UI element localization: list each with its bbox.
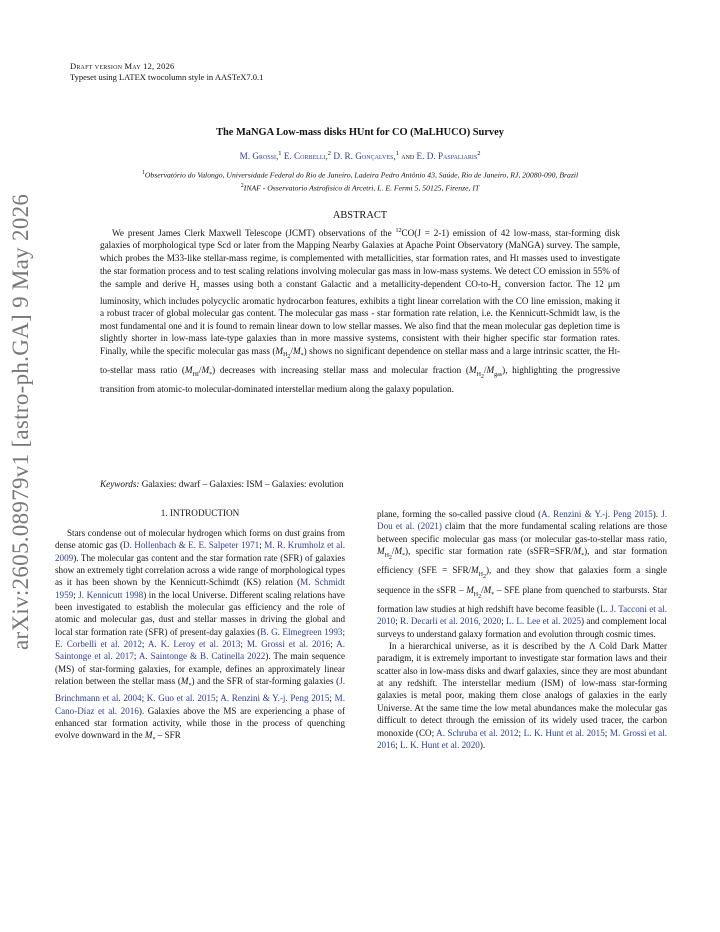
keywords-text: Galaxies: dwarf – Galaxies: ISM – Galaxies: evolution <box>141 479 344 489</box>
citation-link[interactable]: A. K. Leroy et al. 2013 <box>147 639 241 650</box>
paper-title: The MaNGA Low-mass disks HUnt for CO (MaLHUCO) Survey <box>216 127 504 138</box>
citation-link[interactable]: L. K. Hunt et al. 2020 <box>400 739 480 750</box>
citation-link[interactable]: B. G. Elmegreen 1993 <box>260 626 343 637</box>
draft-version: Draft version May 12, 2026 <box>70 61 175 71</box>
author-link[interactable]: E. D. Paspaliaris$^2$ <box>416 150 481 162</box>
affiliation-1: $^1$Observatório do Valongo, Universidade Federal do Rio de Janeiro, Ladeira Pedro Antônio 43, Saúde, Rio de Janeiro, RJ, 20080-090, Brazil <box>141 170 579 180</box>
author-link[interactable]: D. R. Gonçalves,$^1$ <box>333 150 399 162</box>
citation-link[interactable]: E. Corbelli et al. 2012 <box>55 639 142 650</box>
abstract-heading: ABSTRACT <box>332 210 388 221</box>
right-column <box>377 508 667 751</box>
citation-link[interactable]: M. Grossi et al. 2016 <box>377 727 667 750</box>
citation-link[interactable]: M. R. Krumholz et al. 2009 <box>55 540 345 563</box>
citation-link[interactable]: L. L. Lee et al. 2025 <box>506 616 581 627</box>
citation-link[interactable]: M. Cano-Díaz et al. 2016 <box>55 693 345 716</box>
typeset-note: Typeset using LATEX twocolumn style in AASTeX7.0.1 <box>70 72 264 82</box>
citation-link[interactable]: J. Dou et al. (2021) <box>377 509 667 532</box>
intro-paragraph-2: In a hierarchical universe, as it is described by the Λ Cold Dark Matter paradigm, it is extremely important to investigate star formation laws and their scatter also in low-mass disks and dwarf galaxies, since they are most abundant at any redshift. The interstellar medium (ISM) of low-mass star-forming galaxies is metal poor, making them close analogs of galaxies in the early Universe. At the same time the low metal abundances make the molecular gas difficult to detect through the emission of its widely used tracer, the carbon monoxide (CO; A. Schruba et al. 2012; L. K. Hunt et al. 2015; M. Grossi et al. 2016; L. K. Hunt et al. 2020). <box>377 641 667 750</box>
citation-link[interactable]: A. Saintonge et al. 2017 <box>55 639 345 662</box>
citation-link[interactable]: J. Kennicutt 1998 <box>78 589 144 600</box>
intro-paragraph-1-cont: plane, forming the so-called passive cloud (A. Renzini & Y.-j. Peng 2015). J. Dou et al. (2021) claim that the more fundamental scaling relations are those between specific molecular gas mass (or molecular gas-to-stellar mass ratio, $M_{H_2}/M_*$), specific star formation rate $(sSFR=SFR/M_*)$, and star formation efficiency (SFE = SFR/$M_{H_2}$), and they show that galaxies form a single sequence in the sSFR – $M_{H_2}/M_*$ – SFE plane from quenched to starbursts. Star formation law studies at high redshift have become feasible (L. J. Tacconi et al. 2010; R. Decarli et al. 2016, 2020; L. L. Lee et al. 2025) and complement local surveys to understand galaxy formation and evolution through cosmic times. <box>377 509 668 639</box>
citation-link[interactable]: A. Saintonge & B. Catinella 2022 <box>138 651 266 662</box>
citation-link[interactable]: D. Hollenbach & E. E. Salpeter 1971 <box>122 540 260 551</box>
author-link[interactable]: M. Grossi,$^1$ <box>239 150 282 162</box>
abstract-body: We present James Clerk Maxwell Telescope (JCMT) observations of the $^{12}$CO(J = 2-1) emission of 42 low-mass, star-forming disk galaxies of morphological type Scd or later from the Mapping Nearby Galaxies at Apache Point Observatory (MaNGA) survey. The sample, which probes the M33-like stellar-mass regime, is complemented with metallicities, star formation rates, and HI masses used to investigate the star formation process and to test scaling relations involving molecular gas mass in low-mass systems. We detect CO emission in 55% of the sample and derive $H_2$ masses using both a constant Galactic and a metallicity-dependent $CO-to-H_2$ conversion factor. The 12 μm luminosity, which includes polycyclic aromatic hydrocarbon features, exhibits a tight linear correlation with the CO line emission, making it a robust tracer of global molecular gas content. The molecular gas mass - star formation rate relation, i.e. the Kennicutt-Schmidt law, is the most fundamental one and it is found to remain linear down to low stellar masses. We also find that the mean molecular gas depletion time is slightly shorter in low-mass late-type galaxies than in more massive systems, consistent with their higher specific star formation rates. Finally, while the specific molecular gas mass $(M_{H_2}/M_*)$ shows no significant dependence on stellar mass and a large intrinsic scatter, the HI-to-stellar mass ratio $(M_{HI}/M_*)$ decreases with increasing stellar mass and molecular fraction $(M_{H_2}/M_{gas})$, highlighting the progressive transition from atomic-to molecular-dominated interstellar medium along the galaxy population. <box>100 228 621 395</box>
author-conjunction: and <box>401 151 415 162</box>
author-link[interactable]: E. Corbelli,$^2$ <box>283 150 332 162</box>
citation-link[interactable]: L. K. Hunt et al. 2015 <box>523 727 605 738</box>
intro-paragraph-1: Stars condense out of molecular hydrogen which forms on dust grains from dense atomic gas (D. Hollenbach & E. E. Salpeter 1971; M. R. Krumholz et al. 2009). The molecular gas content and the star formation rate (SFR) of galaxies show an extremely tight correlation across a wide range of morphological types as it has been shown by the Kennicutt-Schimdt (KS) relation (M. Schmidt 1959; J. Kennicutt 1998) in the local Universe. Different scaling relations have been investigated to establish the molecular gas efficiency and the role of atomic and molecular gas, dust and stellar masses in driving the global and local star formation rate (SFR) of present-day galaxies (B. G. Elmegreen 1993; E. Corbelli et al. 2012; A. K. Leroy et al. 2013; M. Grossi et al. 2016; A. Saintonge et al. 2017; A. Saintonge & B. Catinella 2022). The main sequence (MS) of star-forming galaxies, for example, defines an approximately linear relation between the stellar mass $(M_*)$ and the SFR of star-forming galaxies (J. Brinchmann et al. 2004; K. Guo et al. 2015; A. Renzini & Y.-j. Peng 2015; M. Cano-Díaz et al. 2016). Galaxies above the MS are experiencing a phase of enhanced star formation activity, while those in the process of quenching evolve downward in the $M_*$ – SFR <box>55 528 346 744</box>
citation-link[interactable]: L. J. Tacconi et al. 2010 <box>377 604 668 627</box>
citation-link[interactable]: A. Schruba et al. 2012 <box>436 727 519 738</box>
keywords-label: Keywords: <box>100 479 140 489</box>
citation-link[interactable]: A. Renzini & Y.-j. Peng 2015 <box>541 509 653 519</box>
citation-link[interactable]: J. Brinchmann et al. 2004 <box>55 676 345 704</box>
arxiv-identifier[interactable]: arXiv:2605.08979v1 [astro-ph.GA] 9 May 2026 <box>8 193 33 650</box>
keywords <box>100 479 620 489</box>
citation-link[interactable]: M. Schmidt 1959 <box>55 577 345 600</box>
author-list <box>0 150 720 161</box>
citation-link[interactable]: R. Decarli et al. 2016, 2020 <box>400 616 502 627</box>
section-heading-introduction: 1. INTRODUCTION <box>160 508 240 518</box>
affiliation-2: $^2$INAF - Osservatorio Astrofisico di Arcetri, L. E. Fermi 5, 50125, Firenze, IT <box>240 183 480 193</box>
citation-link[interactable]: M. Grossi et al. 2016 <box>246 639 331 650</box>
left-column <box>55 527 345 746</box>
page-header <box>70 61 263 83</box>
citation-link[interactable]: K. Guo et al. 2015 <box>146 693 216 704</box>
citation-link[interactable]: A. Renzini & Y.-j. Peng 2015 <box>220 693 330 704</box>
